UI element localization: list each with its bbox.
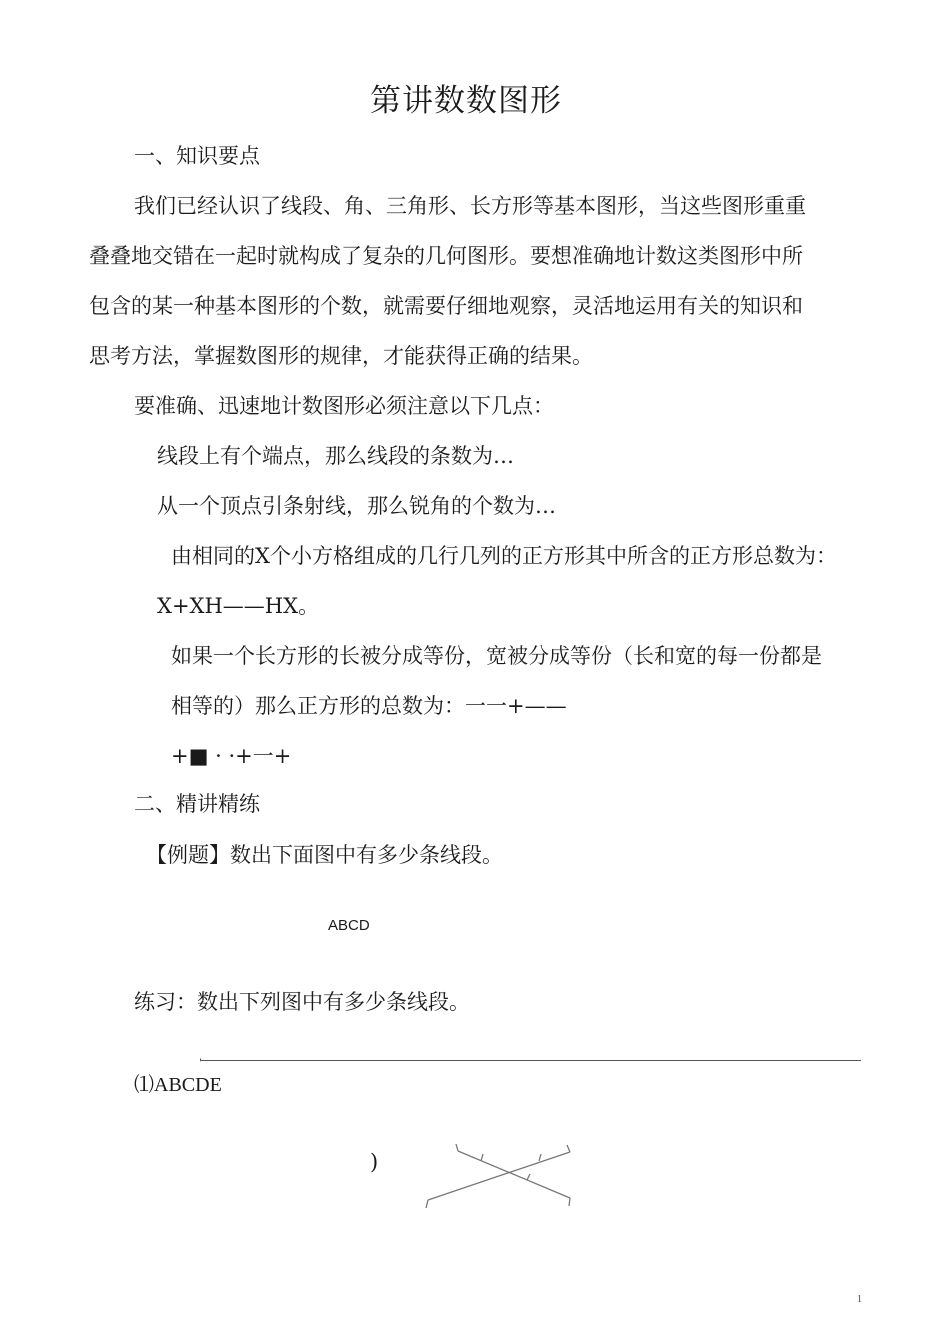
page-number: 1	[857, 1294, 862, 1305]
point-line: 线段上有个端点，那么线段的条数为…	[157, 444, 514, 468]
point-line: 由相同的X个小方格组成的几行几列的正方形其中所含的正方形总数为：	[171, 544, 837, 568]
practice-1-label: ⑴ABCDE	[134, 1074, 222, 1096]
point-line: 如果一个长方形的长被分成等份，宽被分成等份（长和宽的每一份都是	[171, 644, 822, 668]
page-title: 第讲数数图形	[370, 83, 562, 119]
formula-line: X+XH——HX。	[157, 594, 320, 618]
paragraph-line: 我们已经认识了线段、角、三角形、长方形等基本图形，当这些图形重重	[134, 194, 806, 218]
crossing-segments-figure	[420, 1140, 580, 1215]
points-intro: 要准确、迅速地计数图形必须注意以下几点：	[134, 394, 554, 418]
section2-heading: 二、精讲精练	[134, 792, 260, 816]
point-line: 从一个顶点引条射线，那么锐角的个数为…	[157, 494, 556, 518]
paren-mark: )	[370, 1150, 379, 1174]
example-figure-label: ABCD	[328, 917, 370, 934]
practice-segment-line	[201, 1060, 861, 1061]
paragraph-line: 包含的某一种基本图形的个数，就需要仔细地观察，灵活地运用有关的知识和	[89, 294, 803, 318]
practice-question: 练习：数出下列图中有多少条线段。	[134, 990, 470, 1014]
point-line: 相等的）那么正方形的总数为：一一+——	[171, 694, 567, 718]
paragraph-line: 叠叠地交错在一起时就构成了复杂的几何图形。要想准确地计数这类图形中所	[89, 244, 803, 268]
formula-line: +■ · ·+一+	[171, 744, 292, 768]
paragraph-line: 思考方法，掌握数图形的规律，才能获得正确的结果。	[89, 344, 593, 368]
example-question: 【例题】数出下面图中有多少条线段。	[146, 843, 503, 867]
small-mark: '	[199, 1058, 202, 1069]
section1-heading: 一、知识要点	[134, 144, 260, 168]
